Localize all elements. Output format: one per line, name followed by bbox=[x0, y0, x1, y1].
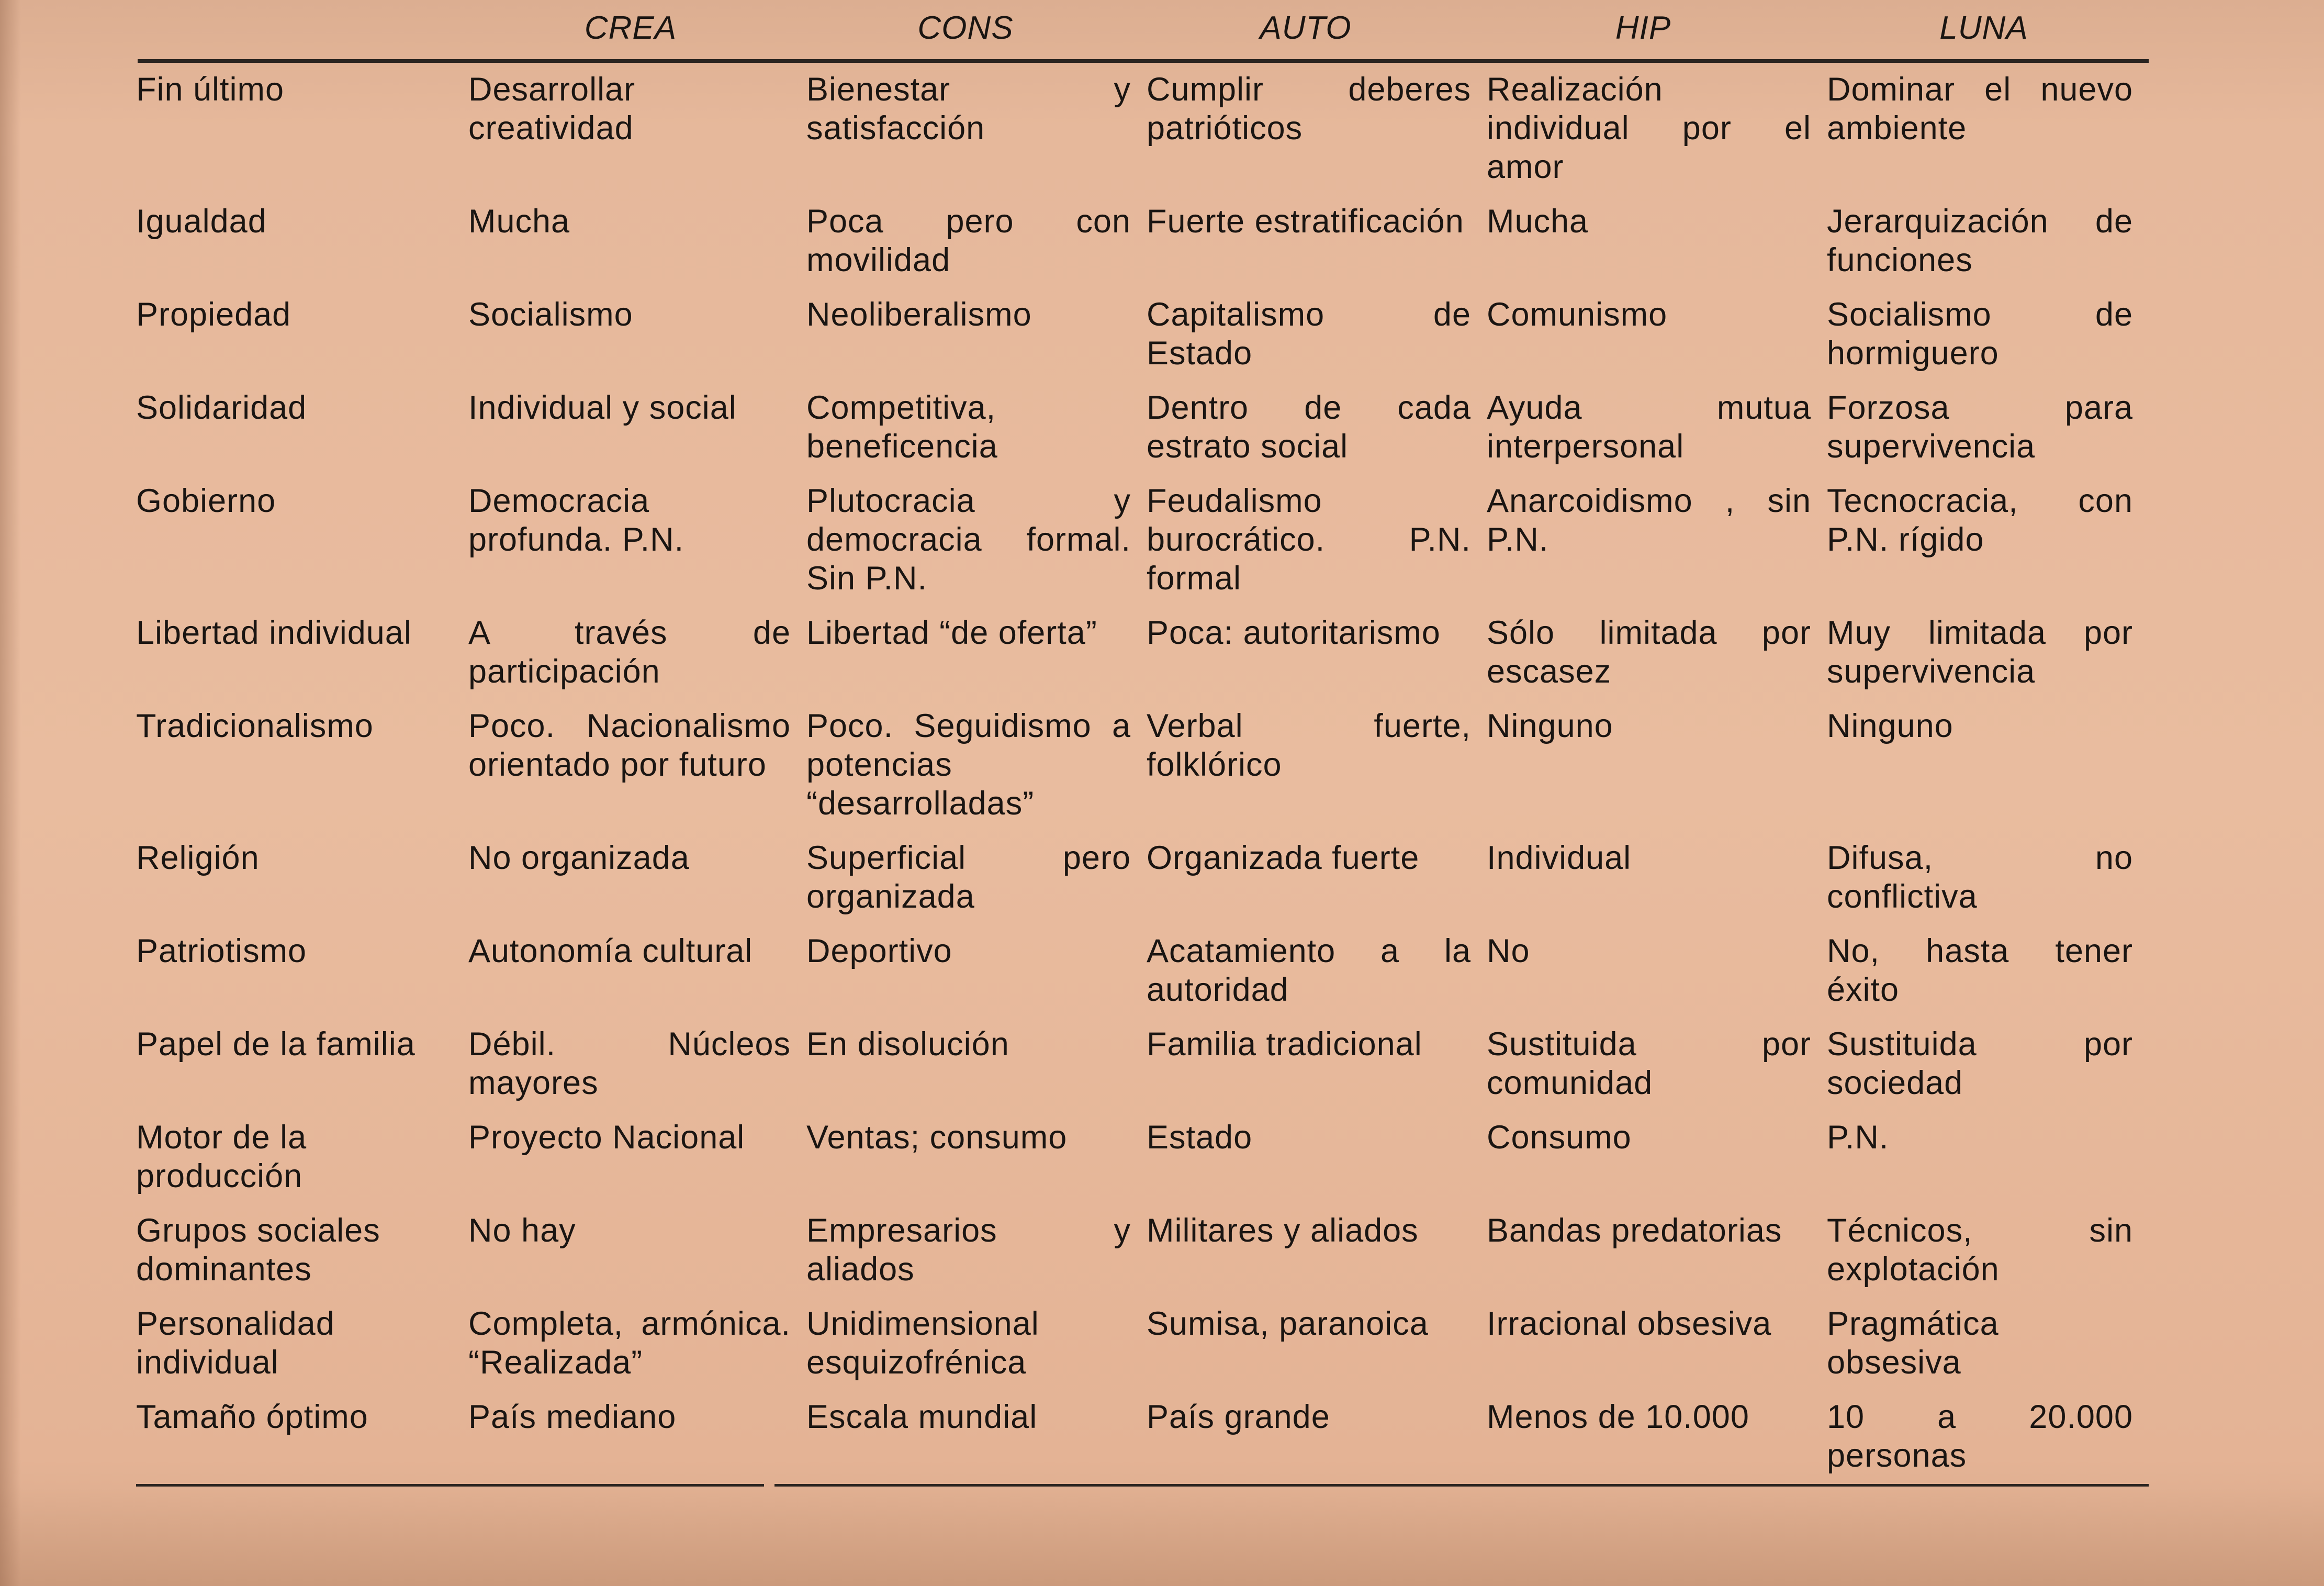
row-label: Motor de la producción bbox=[136, 1119, 307, 1194]
column-header bbox=[138, 9, 2149, 59]
cell-auto: Organizada fuerte bbox=[1147, 840, 1420, 876]
table-row bbox=[136, 482, 2149, 613]
cell-crea: Socialismo bbox=[468, 296, 633, 333]
cell-auto: Verbal fuerte, folklórico bbox=[1147, 708, 1471, 783]
cell-crea: Poco. Nacionalismo orientado por futuro bbox=[468, 708, 791, 783]
table-row bbox=[136, 613, 2149, 707]
table-row bbox=[136, 388, 2149, 482]
cell-luna: P.N. bbox=[1827, 1119, 1889, 1156]
cell-hip: Ninguno bbox=[1487, 708, 1613, 744]
cell-hip: No bbox=[1487, 933, 1530, 969]
cell-auto: Capitalismo de Estado bbox=[1147, 296, 1471, 372]
row-label: Tamaño óptimo bbox=[136, 1399, 368, 1435]
cell-crea: Desarrollar creatividad bbox=[468, 71, 636, 147]
table-row bbox=[136, 295, 2149, 388]
cell-auto: Sumisa, paranoica bbox=[1147, 1305, 1429, 1342]
cell-luna: Muy limitada por supervivencia bbox=[1827, 615, 2133, 690]
footer-rule-left bbox=[136, 1484, 764, 1487]
cell-cons: Bienestar y satisfacción bbox=[806, 71, 1131, 147]
row-label: Igualdad bbox=[136, 203, 267, 240]
row-label: Patriotismo bbox=[136, 933, 307, 969]
cell-crea: Débil. Núcleos mayores bbox=[468, 1026, 791, 1101]
cell-hip: Individual bbox=[1487, 840, 1632, 876]
header-rule bbox=[138, 59, 2149, 63]
cell-cons: Poco. Seguidismo a potencias “desarrolladas” bbox=[806, 708, 1131, 822]
cell-luna: Difusa, no conflictiva bbox=[1827, 840, 2133, 915]
footer-rule-right bbox=[774, 1484, 2149, 1487]
cell-luna: Socialismo de hormiguero bbox=[1827, 296, 2133, 372]
table-row bbox=[136, 707, 2149, 839]
cell-hip: Anarcoidismo , sin P.N. bbox=[1487, 483, 1811, 558]
column-header-auto: AUTO bbox=[1260, 10, 1352, 46]
cell-crea: País mediano bbox=[468, 1399, 677, 1435]
cell-hip: Comunismo bbox=[1487, 296, 1668, 333]
cell-auto: Dentro de cada estrato social bbox=[1147, 389, 1471, 465]
cell-cons: En disolución bbox=[806, 1026, 1009, 1063]
cell-auto: Familia tradicional bbox=[1147, 1026, 1422, 1063]
table-row bbox=[136, 1025, 2149, 1118]
cell-auto: Estado bbox=[1147, 1119, 1253, 1156]
cell-cons: Unidimensional esquizofrénica bbox=[806, 1305, 1039, 1381]
cell-hip: Sustituida por comunidad bbox=[1487, 1026, 1811, 1101]
cell-cons: Poca pero con movilidad bbox=[806, 203, 1131, 278]
table-row bbox=[136, 1118, 2149, 1211]
cell-luna: Pragmática obsesiva bbox=[1827, 1305, 1999, 1381]
cell-cons: Neoliberalismo bbox=[806, 296, 1032, 333]
row-label: Grupos sociales dominantes bbox=[136, 1212, 380, 1288]
cell-crea: Individual y social bbox=[468, 389, 737, 426]
cell-hip: Mucha bbox=[1487, 203, 1589, 240]
cell-hip: Irracional obsesiva bbox=[1487, 1305, 1772, 1342]
cell-hip: Menos de 10.000 bbox=[1487, 1399, 1749, 1435]
cell-cons: Ventas; consumo bbox=[806, 1119, 1068, 1156]
column-header-hip: HIP bbox=[1615, 10, 1671, 46]
row-label: Libertad individual bbox=[136, 615, 412, 651]
row-label: Religión bbox=[136, 840, 260, 876]
cell-luna: Tecnocracia, con P.N. rígido bbox=[1827, 483, 2133, 558]
cell-hip: Ayuda mutua interpersonal bbox=[1487, 389, 1811, 465]
cell-hip: Realización individual por el amor bbox=[1487, 71, 1811, 185]
row-label: Gobierno bbox=[136, 483, 276, 519]
cell-auto: Poca: autoritarismo bbox=[1147, 615, 1441, 651]
cell-auto: Feudalismo burocrático. P.N. formal bbox=[1147, 483, 1471, 597]
cell-crea: Autonomía cultural bbox=[468, 933, 753, 969]
cell-hip: Sólo limitada por escasez bbox=[1487, 615, 1811, 690]
table-row bbox=[136, 1304, 2149, 1398]
cell-luna: Sustituida por sociedad bbox=[1827, 1026, 2133, 1101]
cell-luna: No, hasta tener éxito bbox=[1827, 933, 2133, 1008]
cell-luna: Ninguno bbox=[1827, 708, 1953, 744]
cell-cons: Superficial pero organizada bbox=[806, 840, 1131, 915]
comparison-table bbox=[136, 70, 2149, 1491]
table-row bbox=[136, 1211, 2149, 1304]
row-label: Fin último bbox=[136, 71, 285, 108]
cell-luna: Jerarquización de funciones bbox=[1827, 203, 2133, 278]
cell-auto: País grande bbox=[1147, 1399, 1330, 1435]
cell-luna: Forzosa para supervivencia bbox=[1827, 389, 2133, 465]
table-row bbox=[136, 70, 2149, 202]
row-label: Solidaridad bbox=[136, 389, 307, 426]
row-label: Papel de la familia bbox=[136, 1026, 416, 1063]
cell-crea: A través de participación bbox=[468, 615, 791, 690]
cell-crea: No organizada bbox=[468, 840, 690, 876]
cell-cons: Empresarios y aliados bbox=[806, 1212, 1131, 1288]
cell-cons: Libertad “de oferta” bbox=[806, 615, 1097, 651]
column-header-cons: CONS bbox=[917, 10, 1014, 46]
table-body bbox=[136, 70, 2149, 1491]
cell-crea: Democracia profunda. P.N. bbox=[468, 483, 684, 558]
cell-cons: Competitiva, beneficencia bbox=[806, 389, 998, 465]
cell-auto: Acatamiento a la autoridad bbox=[1147, 933, 1471, 1008]
row-label: Personalidad individual bbox=[136, 1305, 335, 1381]
cell-crea: Proyecto Nacional bbox=[468, 1119, 745, 1156]
cell-crea: Mucha bbox=[468, 203, 570, 240]
column-header-luna: LUNA bbox=[1939, 10, 2028, 46]
cell-hip: Consumo bbox=[1487, 1119, 1632, 1156]
page-edge-shadow bbox=[0, 0, 21, 1586]
cell-luna: 10 a 20.000 personas bbox=[1827, 1399, 2133, 1474]
row-label: Propiedad bbox=[136, 296, 291, 333]
cell-hip: Bandas predatorias bbox=[1487, 1212, 1782, 1249]
cell-cons: Deportivo bbox=[806, 933, 952, 969]
cell-crea: No hay bbox=[468, 1212, 576, 1249]
table-row bbox=[136, 839, 2149, 932]
cell-auto: Cumplir deberes patrióticos bbox=[1147, 71, 1471, 147]
cell-auto: Fuerte estratificación bbox=[1147, 203, 1464, 240]
cell-crea: Completa, armónica. “Realizada” bbox=[468, 1305, 791, 1381]
cell-luna: Dominar el nuevo ambiente bbox=[1827, 71, 2133, 147]
cell-auto: Militares y aliados bbox=[1147, 1212, 1419, 1249]
table-row bbox=[136, 1398, 2149, 1491]
row-label: Tradicionalismo bbox=[136, 708, 374, 744]
table-row bbox=[136, 202, 2149, 295]
table-row bbox=[136, 932, 2149, 1025]
cell-luna: Técnicos, sin explotación bbox=[1827, 1212, 2133, 1288]
cell-cons: Plutocracia y democracia formal. Sin P.N. bbox=[806, 483, 1131, 597]
cell-cons: Escala mundial bbox=[806, 1399, 1038, 1435]
column-header-crea: CREA bbox=[584, 10, 677, 46]
